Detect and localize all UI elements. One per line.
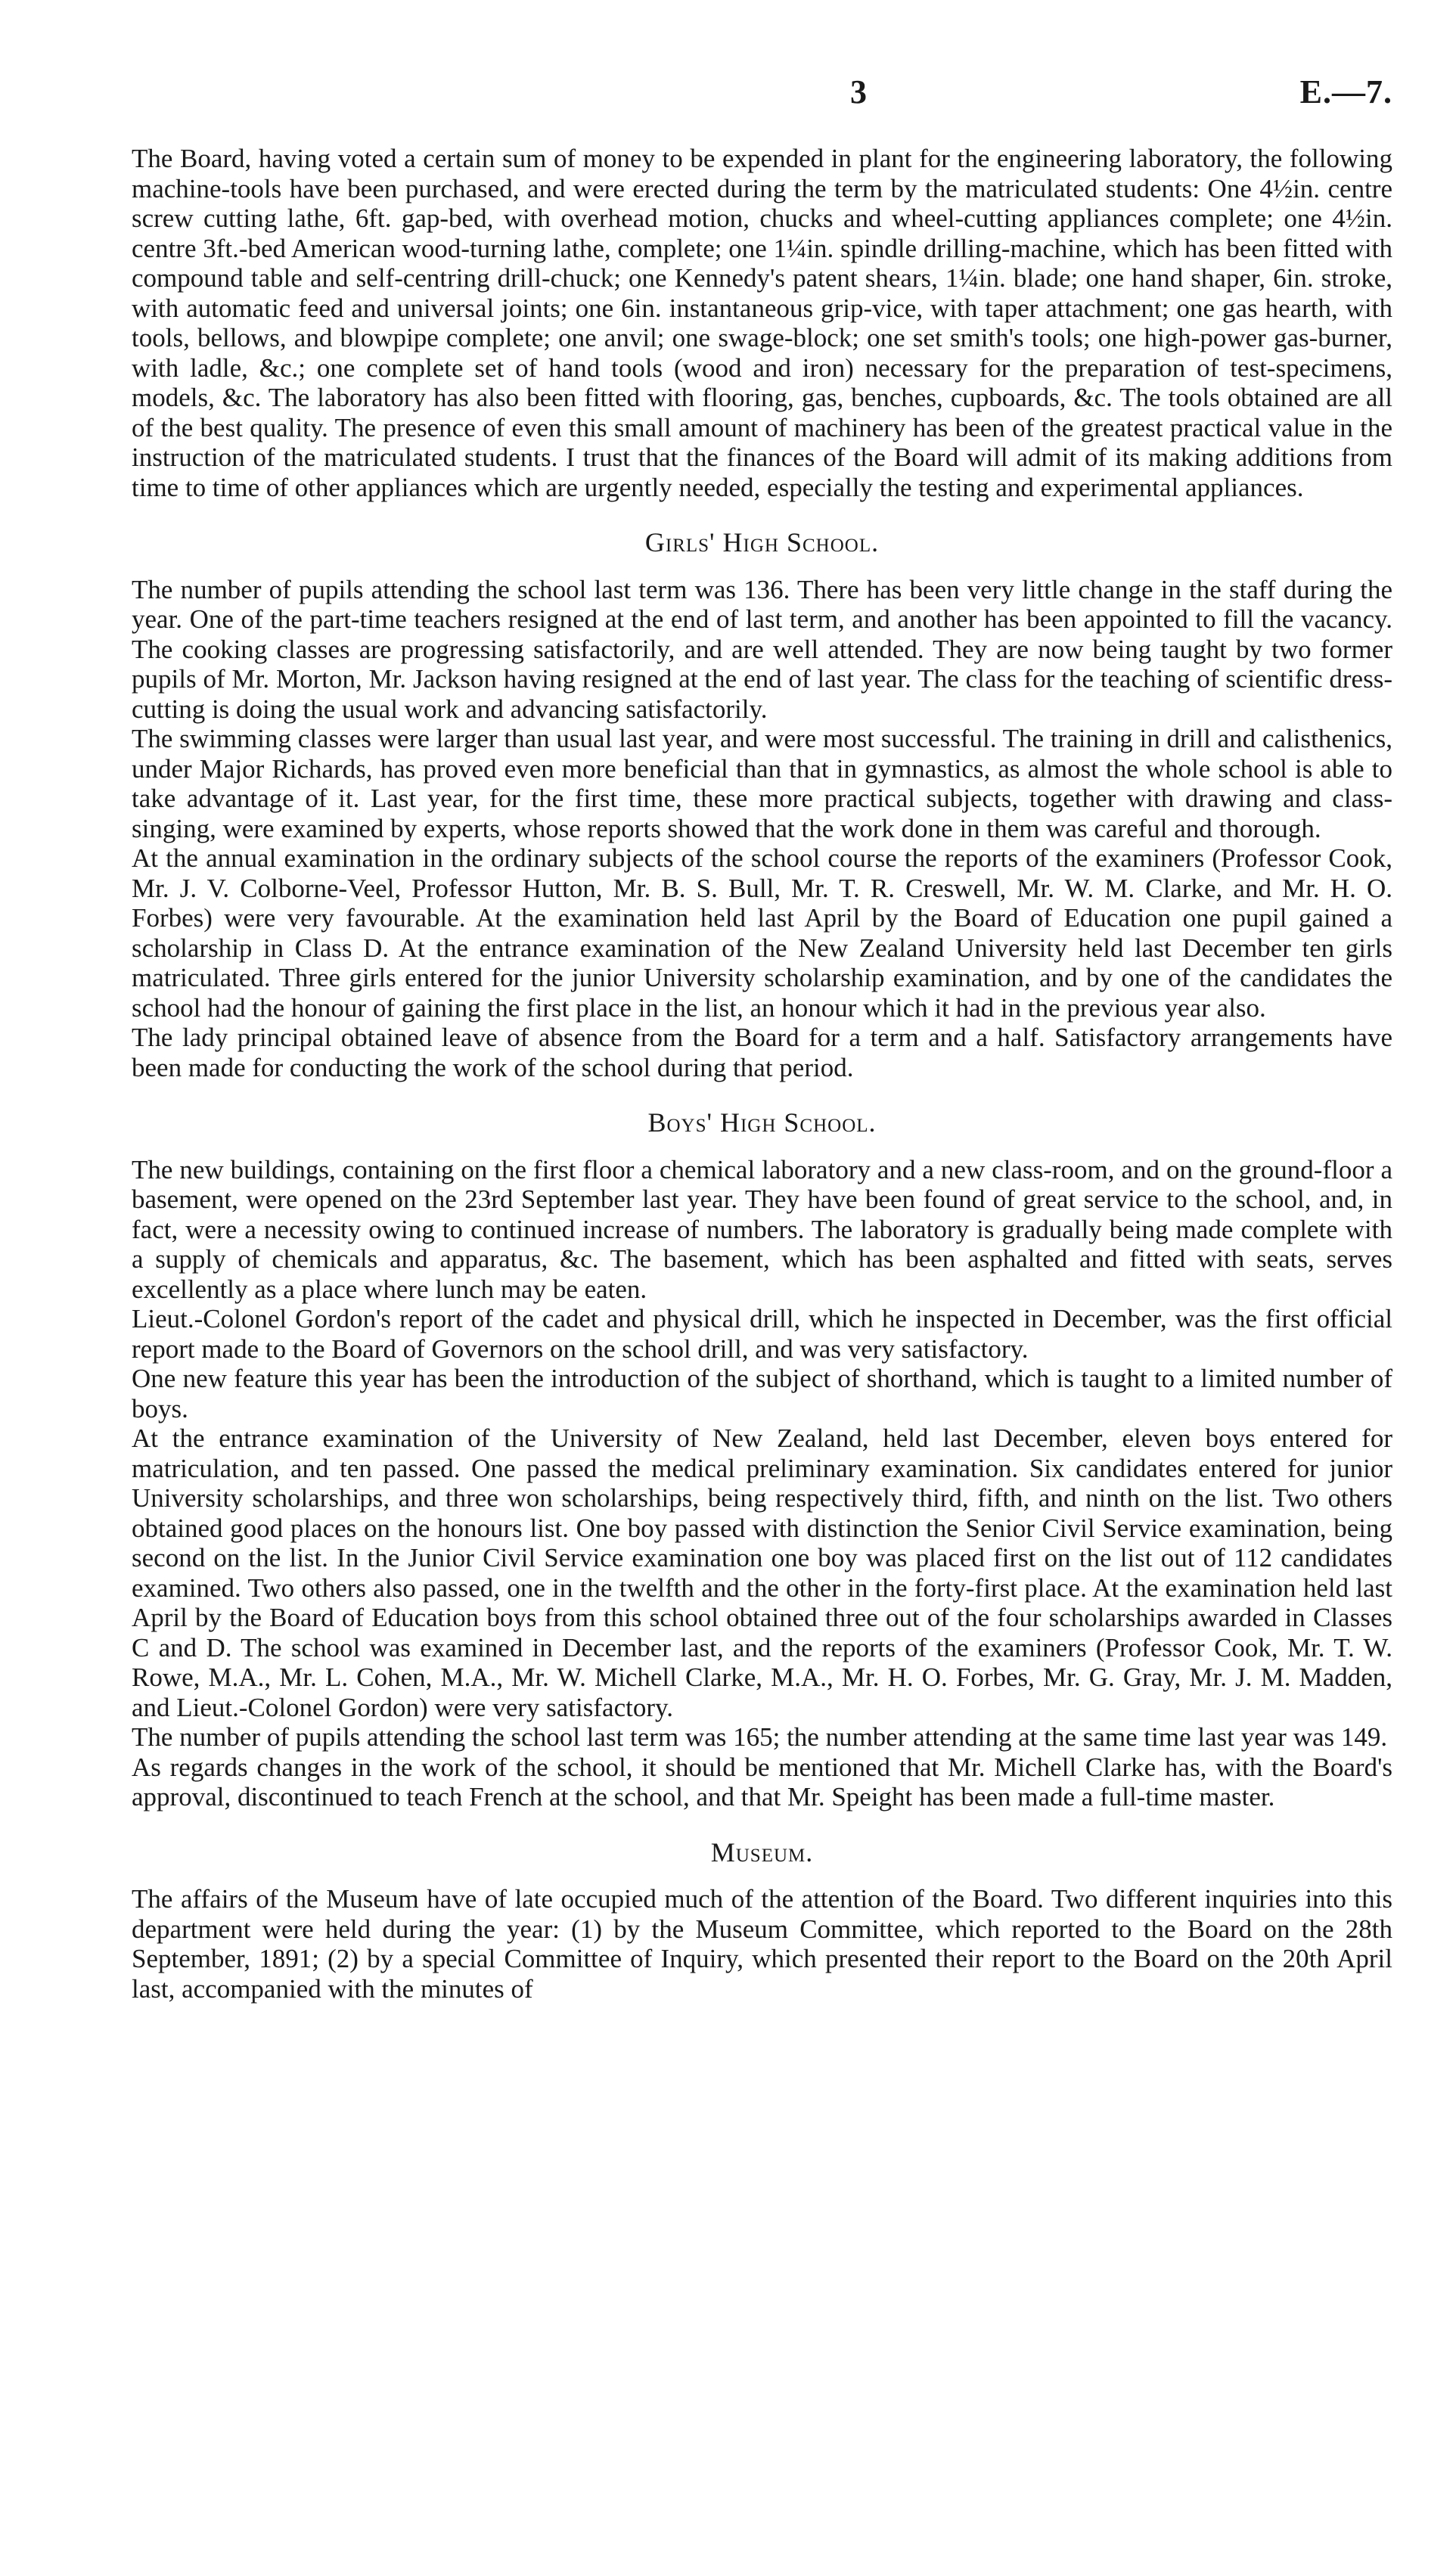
paragraph: Lieut.-Colonel Gordon's report of the cadet and physical drill, which he inspected in December, was the first official report made to the Board of Governors on the school drill, and was very satisfactory. — [132, 1304, 1392, 1364]
paragraph: The number of pupils attending the school last term was 136. There has been very little change in the staff during the year. One of the part-time teachers resigned at the end of last term, and another has been appointed to fill the vacancy. The cooking classes are progressing satisfactorily, and are well attended. They are now being taught by two former pupils of Mr. Morton, Mr. Jackson having resigned at the end of last year. The class for the teaching of scientific dress-cutting is doing the usual work and advancing satisfactorily. — [132, 574, 1392, 724]
page-number: 3 — [850, 73, 867, 110]
paragraph: At the annual examination in the ordinary subjects of the school course the reports of the examiners (Professor Cook, Mr. J. V. Colborne-Veel, Professor Hutton, Mr. B. S. Bull, Mr. T. R. Creswell, Mr. W. M. Clarke, and Mr. H. O. Forbes) were very favourable. At the examination held last April by the Board of Education one pupil gained a scholarship in Class D. At the entrance examination of the New Zealand University held last December ten girls matriculated. Three girls entered for the junior University scholarship examination, and by one of the candidates the school had the honour of gaining the first place in the list, an honour which it had in the previous year also. — [132, 843, 1392, 1023]
section-heading: Boys' High School. — [647, 1107, 877, 1138]
parliamentary-paper-reference: E.—7. — [1299, 73, 1392, 110]
section-heading: Museum. — [710, 1836, 814, 1867]
section-heading: Girls' High School. — [644, 527, 880, 557]
paragraph: At the entrance examination of the University of New Zealand, held last December, eleven boys entered for matriculation, and ten passed. One passed the medical preliminary examination. Six candidates entered for junior University scholarships, and three won scholarships, being respectively third, fifth, and ninth on the list. Two others obtained good places on the honours list. One boy passed with distinction the Senior Civil Service examination, being second on the list. In the Junior Civil Service examination one boy was placed first on the list out of 112 candidates examined. Two others also passed, one in the twelfth and the other in the forty-first place. At the examination held last April by the Board of Education boys from this school obtained three out of the four scholarships awarded in Classes C and D. The school was examined in December last, and the reports of the examiners (Professor Cook, Mr. T. W. Rowe, M.A., Mr. L. Cohen, M.A., Mr. W. Michell Clarke, M.A., Mr. H. O. Forbes, Mr. G. Gray, Mr. J. M. Madden, and Lieut.-Colonel Gordon) were very satisfactory. — [132, 1423, 1392, 1722]
engineering-laboratory-section — [132, 144, 1392, 502]
paragraph: The number of pupils attending the school last term was 165; the number attending at the same time last year was 149. — [132, 1722, 1388, 1752]
paragraph: The Board, having voted a certain sum of money to be expended in plant for the engineering laboratory, the following machine-tools have been purchased, and were erected during the term by the matriculated students: One 4½in. centre screw cutting lathe, 6ft. gap-bed, with overhead motion, chucks and wheel-cutting appliances complete; one 4½in. centre 3ft.-bed American wood-turning lathe, complete; one 1¼in. spindle drilling-machine, which has been fitted with compound table and self-centring drill-chuck; one Kennedy's patent shears, 1¼in. blade; one hand shaper, 6in. stroke, with automatic feed and universal joints; one 6in. instantaneous grip-vice, with taper attachment; one gas hearth, with tools, bellows, and blowpipe complete; one anvil; one swage-block; one set smith's tools; one high-power gas-burner, with ladle, &c.; one complete set of hand tools (wood and iron) necessary for the preparation of test-specimens, models, &c. The laboratory has also been fitted with flooring, gas, benches, cupboards, &c. The tools obtained are all of the best quality. The presence of even this small amount of machinery has been of the greatest practical value in the instruction of the matriculated students. I trust that the finances of the Board will admit of its making additions from time to time of other appliances which are urgently needed, especially the testing and experimental appliances. — [132, 144, 1392, 502]
paragraph: The lady principal obtained leave of absence from the Board for a term and a half. Satisfactory arrangements have been made for conducting the work of the school during that period. — [132, 1023, 1392, 1082]
document-body — [132, 144, 1392, 2004]
boys-high-school-section — [132, 1108, 1392, 1812]
page-header — [132, 0, 1392, 144]
paragraph: The new buildings, containing on the first floor a chemical laboratory and a new class-room, and on the ground-floor a basement, were opened on the 23rd September last year. They have been found of great service to the school, and, in fact, were a necessity owing to continued increase of numbers. The laboratory is gradually being made complete with a supply of chemicals and apparatus, &c. The basement, which has been asphalted and fitted with seats, serves excellently as a place where lunch may be eaten. — [132, 1154, 1392, 1304]
paragraph: The affairs of the Museum have of late occupied much of the attention of the Board. Two different inquiries into this department were held during the year: (1) by the Museum Committee, which reported to the Board on the 28th September, 1891; (2) by a special Committee of Inquiry, which presented their report to the Board on the 20th April last, accompanied with the minutes of — [132, 1884, 1392, 2004]
paragraph: One new feature this year has been the introduction of the subject of shorthand, which is taught to a limited number of boys. — [132, 1364, 1392, 1423]
museum-section — [132, 1838, 1392, 2004]
paragraph: The swimming classes were larger than usual last year, and were most successful. The training in drill and calisthenics, under Major Richards, has proved even more beneficial than that in gymnastics, as almost the whole school is able to take advantage of it. Last year, for the first time, these more practical subjects, together with drawing and class-singing, were examined by experts, whose reports showed that the work done in them was careful and thorough. — [132, 724, 1392, 843]
girls-high-school-section — [132, 528, 1392, 1082]
paragraph: As regards changes in the work of the school, it should be mentioned that Mr. Michell Clarke has, with the Board's approval, discontinued to teach French at the school, and that Mr. Speight has been made a full-time master. — [132, 1752, 1392, 1811]
